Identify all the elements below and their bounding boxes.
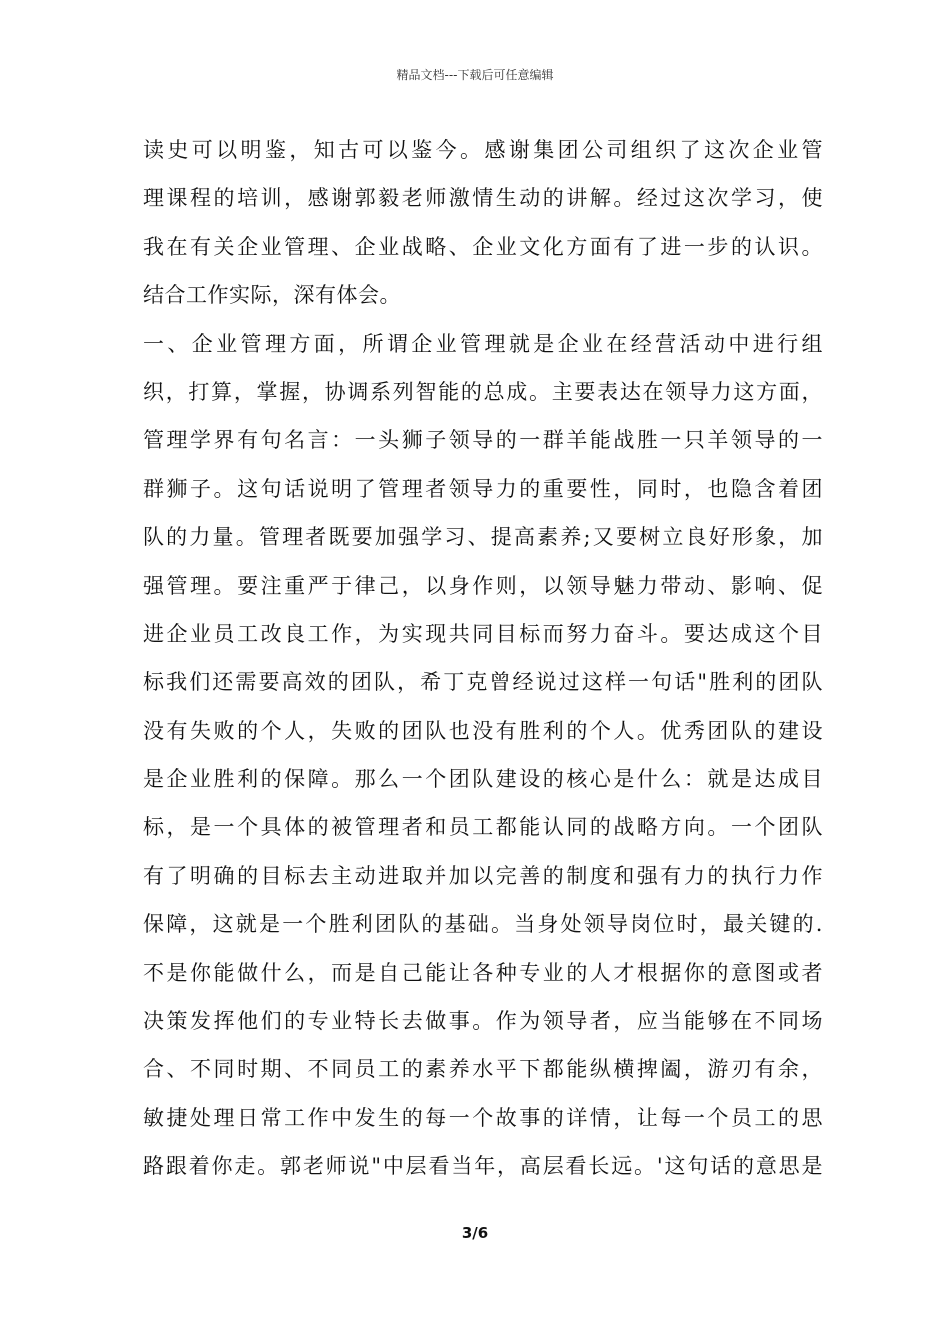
body-line: 敏捷处理日常工作中发生的每一个故事的详情，让每一个员工的思 [143,1105,823,1130]
header-text: 精品文档---下载后可任意编辑 [396,68,554,82]
body-line: 读史可以明鉴，知古可以鉴今。感谢集团公司组织了这次企业管 [143,138,823,162]
body-line: 理课程的培训，感谢郭毅老师激情生动的讲解。经过这次学习，使 [143,186,823,211]
body-line: 路跟着你走。郭老师说"中层看当年，高层看长远。'这句话的意思是 [143,1154,823,1179]
body-line: 队的力量。管理者既要加强学习、提高素养;又要树立良好形象，加 [143,525,823,550]
body-line: 结合工作实际，深有体会。 [143,283,401,308]
body-line: 标我们还需要高效的团队，希丁克曾经说过这样一句话"胜利的团队 [143,670,823,695]
body-line: 一、企业管理方面，所谓企业管理就是企业在经营活动中进行组 [143,331,823,356]
body-line: 管理学界有句名言：一头狮子领导的一群羊能战胜一只羊领导的一 [143,428,823,453]
body-line: 强管理。要注重严于律己，以身作则，以领导魅力带动、影响、促 [143,573,823,598]
body-line: 群狮子。这句话说明了管理者领导力的重要性，同时，也隐含着团 [143,476,823,501]
page-current: 3 [461,1224,473,1242]
body-line: 不是你能做什么，而是自己能让各种专业的人才根据你的意图或者 [143,960,823,985]
page-separator: / [472,1224,478,1242]
body-line: 决策发挥他们的专业特长去做事。作为领导者，应当能够在不同场 [143,1009,823,1034]
document-body [143,126,823,1191]
body-line: 有了明确的目标去主动进取并加以完善的制度和强有力的执行力作 [143,863,823,888]
body-line: 保障，这就是一个胜利团队的基础。当身处领导岗位时，最关键的. [143,912,823,937]
body-line: 合、不同时期、不同员工的素养水平下都能纵横捭阖，游刃有余， [143,1057,823,1082]
page-total: 6 [477,1224,489,1242]
body-line: 我在有关企业管理、企业战略、企业文化方面有了进一步的认识。 [143,234,823,259]
body-line: 没有失败的个人，失败的团队也没有胜利的个人。优秀团队的建设 [143,718,823,743]
body-line: 标，是一个具体的被管理者和员工都能认同的战略方向。一个团队 [143,815,823,840]
page-header [0,66,950,83]
body-line: 是企业胜利的保障。那么一个团队建设的核心是什么：就是达成目 [143,767,823,792]
page-number [0,1224,950,1242]
body-line: 进企业员工改良工作，为实现共同目标而努力奋斗。要达成这个目 [143,621,823,646]
body-line: 织，打算，掌握，协调系列智能的总成。主要表达在领导力这方面， [143,379,823,404]
